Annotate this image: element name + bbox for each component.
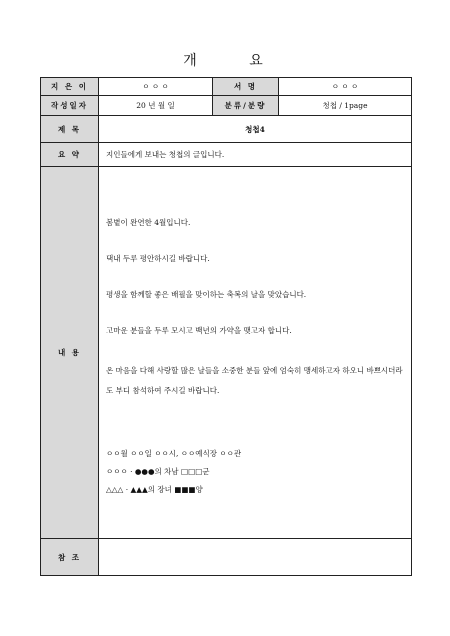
content-paragraph: 온 마음을 다해 사랑할 많은 날들을 소중한 분들 앞에 엄숙히 맹세하고자 하오니 바쁘시더라도 부디 참석하여 주시길 바랍니다. (106, 366, 403, 395)
signature-value: ㅇ ㅇ ㅇ (279, 78, 412, 96)
content-paragraph: 평생을 함께할 좋은 배필을 맞이하는 축복의 날을 맞았습니다. (106, 290, 307, 299)
groom-line: ㅇㅇㅇ · ●●●의 차남 □□□군 (106, 467, 210, 476)
author-value: ㅇ ㅇ ㅇ (99, 78, 213, 96)
overview-table (40, 77, 412, 576)
category-value: 청첩 / 1page (279, 96, 412, 116)
summary-label: 요 약 (41, 143, 99, 167)
event-datetime: ㅇㅇ월 ㅇㅇ일 ㅇㅇ시, ㅇㅇ예식장 ㅇㅇ관 (106, 449, 242, 458)
content-body (106, 217, 403, 499)
subject-value: 청첩4 (99, 116, 412, 143)
content-paragraph: 고마운 분들을 두루 모시고 백년의 가약을 맺고자 합니다. (106, 326, 292, 335)
document-title: 개 요 (183, 53, 287, 69)
author-label: 지 은 이 (41, 78, 99, 96)
summary-value: 지인들에게 보내는 청첩의 글입니다. (99, 143, 412, 167)
date-row (41, 96, 412, 116)
date-value: 20 년 월 일 (99, 96, 213, 116)
reference-value (99, 539, 412, 576)
subject-row (41, 116, 412, 143)
date-label: 작성일자 (41, 96, 99, 116)
bride-line: △△△ · ▲▲▲의 장녀 ■■■양 (106, 485, 203, 494)
content-cell (99, 167, 412, 539)
reference-row (41, 539, 412, 576)
author-row (41, 78, 412, 96)
reference-label: 참 조 (41, 539, 99, 576)
summary-row (41, 143, 412, 167)
signature-label: 서 명 (213, 78, 279, 96)
category-label: 분류/분량 (213, 96, 279, 116)
content-row (41, 167, 412, 539)
content-paragraph: 댁내 두루 평안하시길 바랍니다. (106, 254, 210, 263)
subject-label: 제 목 (41, 116, 99, 143)
content-label: 내 용 (41, 167, 99, 539)
content-paragraph: 봄볕이 완연한 4월입니다. (106, 218, 191, 227)
